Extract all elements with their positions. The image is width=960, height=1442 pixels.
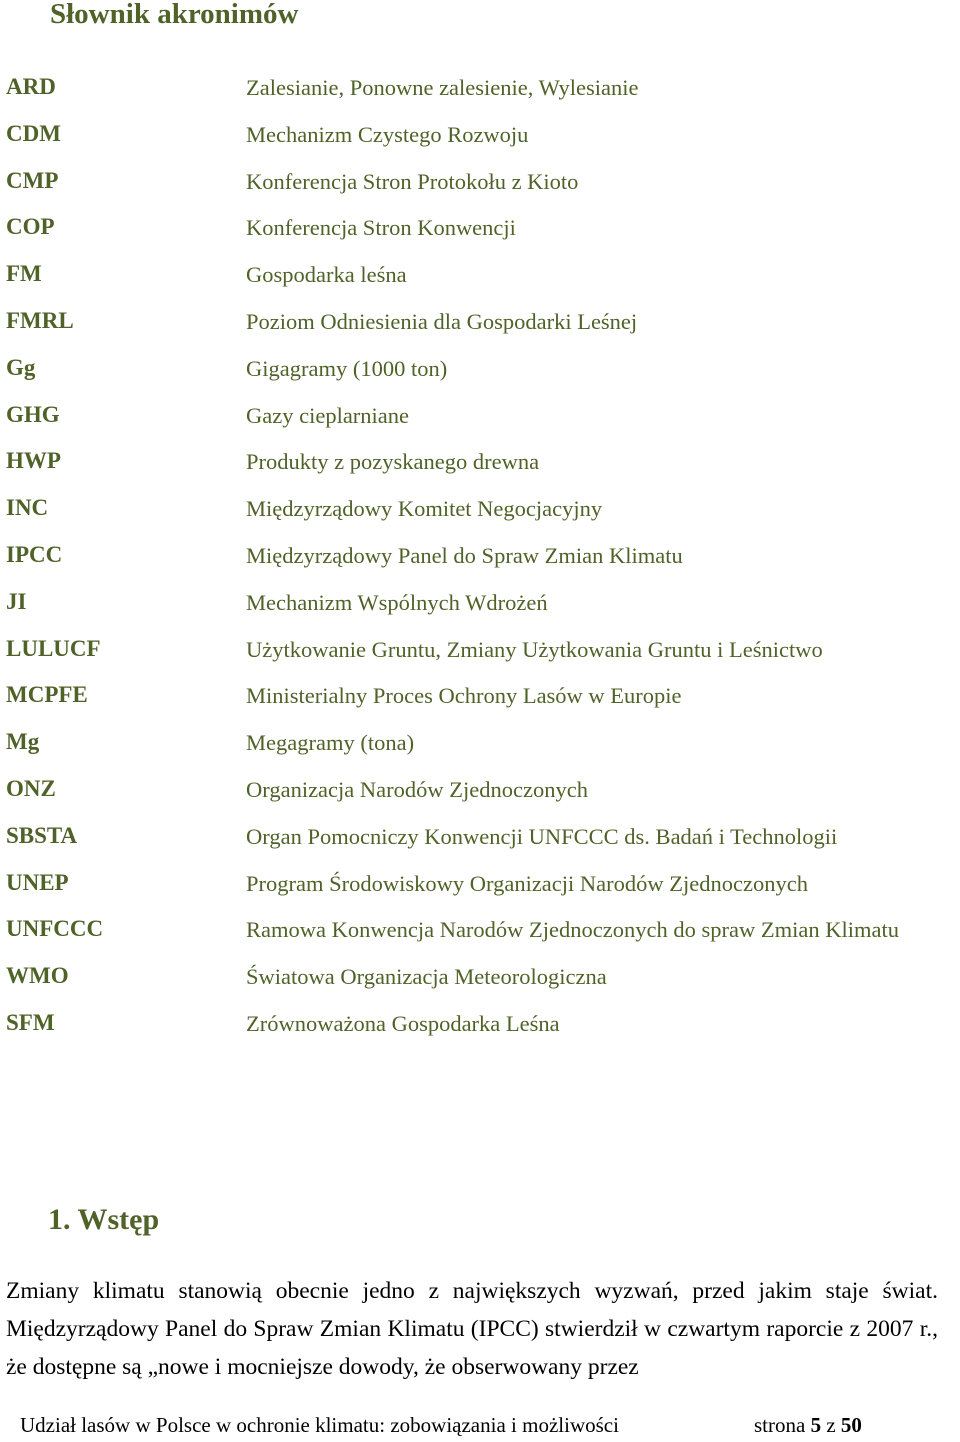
acronym-definition: Organ Pomocniczy Konwencji UNFCCC ds. Badań i Technologii bbox=[246, 823, 838, 849]
acronym-row bbox=[0, 1006, 960, 1053]
acronym-abbr: COP bbox=[6, 214, 55, 240]
acronym-abbr: CMP bbox=[6, 167, 59, 193]
acronym-definition: Zalesianie, Ponowne zalesienie, Wylesianie bbox=[246, 75, 639, 100]
acronym-row bbox=[0, 444, 960, 491]
acronym-abbr: ONZ bbox=[6, 775, 56, 801]
acronym-definition: Mechanizm Wspólnych Wdrożeń bbox=[246, 589, 548, 615]
acronym-definition: Konferencja Stron Konwencji bbox=[246, 215, 516, 241]
page-number bbox=[754, 1413, 862, 1438]
acronym-row bbox=[0, 351, 960, 398]
acronym-row bbox=[0, 632, 960, 679]
acronym-definition: Gospodarka leśna bbox=[246, 262, 407, 288]
acronym-row bbox=[0, 912, 960, 959]
acronym-abbr: Gg bbox=[6, 354, 36, 380]
page-total: 50 bbox=[840, 1413, 862, 1437]
intro-paragraph: Zmiany klimatu stanowią obecnie jedno z największych wyzwań, przed jakim staje świat. Międzyrządowy Panel do Spraw Zmian Klimatu (IPCC) stwierdził w czwartym raporcie z 2007 r., że dostępne są „nowe i mocniejsze dowody, że obserwowany przez bbox=[6, 1278, 938, 1380]
acronym-row bbox=[0, 538, 960, 585]
acronym-definition: Organizacja Narodów Zjednoczonych bbox=[246, 776, 588, 802]
acronym-definition: Użytkowanie Gruntu, Zmiany Użytkowania Gruntu i Leśnictwo bbox=[246, 636, 823, 662]
acronym-row bbox=[0, 491, 960, 538]
acronym-definition: Zrównoważona Gospodarka Leśna bbox=[246, 1010, 560, 1036]
acronym-definition: Gazy cieplarniane bbox=[246, 402, 410, 428]
acronym-definition: Światowa Organizacja Meteorologiczna bbox=[246, 964, 607, 990]
acronym-abbr: UNEP bbox=[6, 869, 69, 895]
acronym-row bbox=[0, 959, 960, 1006]
acronym-definition: Międzyrządowy Panel do Spraw Zmian Klimatu bbox=[246, 542, 683, 568]
acronym-abbr: GHG bbox=[6, 401, 60, 427]
acronym-row bbox=[0, 117, 960, 164]
acronym-row bbox=[0, 819, 960, 866]
acronym-definition: Program Środowiskowy Organizacji Narodów Zjednoczonych bbox=[246, 870, 808, 896]
acronym-abbr: CDM bbox=[6, 120, 61, 146]
acronym-row bbox=[0, 585, 960, 632]
acronym-row bbox=[0, 257, 960, 304]
page-footer bbox=[20, 1413, 940, 1438]
acronym-abbr: Mg bbox=[6, 729, 40, 755]
acronym-abbr: SBSTA bbox=[6, 822, 78, 848]
acronym-definition: Międzyrządowy Komitet Negocjacyjny bbox=[246, 496, 603, 522]
acronym-abbr: ARD bbox=[6, 74, 56, 99]
page-title: Słownik akronimów bbox=[50, 0, 299, 30]
page-prefix: strona bbox=[754, 1413, 806, 1437]
acronym-definition: Konferencja Stron Protokołu z Kioto bbox=[246, 168, 579, 194]
acronym-abbr: MCPFE bbox=[6, 682, 88, 708]
section-heading: 1. Wstęp bbox=[48, 1203, 160, 1236]
acronym-abbr: INC bbox=[6, 495, 49, 521]
page-separator: z bbox=[826, 1413, 836, 1437]
acronym-abbr: UNFCCC bbox=[6, 916, 104, 942]
acronym-row bbox=[0, 210, 960, 257]
acronym-abbr: IPCC bbox=[6, 541, 63, 567]
acronym-definition: Mechanizm Czystego Rozwoju bbox=[246, 121, 529, 147]
acronym-row bbox=[0, 70, 960, 117]
acronym-abbr: WMO bbox=[6, 963, 69, 989]
acronym-abbr: HWP bbox=[6, 448, 61, 474]
acronym-row bbox=[0, 866, 960, 913]
acronym-abbr: LULUCF bbox=[6, 635, 101, 661]
acronym-row bbox=[0, 164, 960, 211]
acronym-abbr: SFM bbox=[6, 1009, 55, 1035]
acronym-abbr: FMRL bbox=[6, 307, 74, 333]
acronym-definition: Megagramy (tona) bbox=[246, 730, 415, 756]
acronym-row bbox=[0, 398, 960, 445]
acronym-definition: Ministerialny Proces Ochrony Lasów w Europie bbox=[246, 683, 682, 709]
acronym-row bbox=[0, 678, 960, 725]
acronym-row bbox=[0, 304, 960, 351]
acronym-row bbox=[0, 725, 960, 772]
acronym-row bbox=[0, 772, 960, 819]
acronym-abbr: JI bbox=[6, 588, 27, 614]
page-current: 5 bbox=[810, 1413, 822, 1437]
acronym-definition: Gigagramy (1000 ton) bbox=[246, 355, 448, 381]
acronym-definition: Ramowa Konwencja Narodów Zjednoczonych do spraw Zmian Klimatu bbox=[246, 917, 899, 943]
acronym-list bbox=[0, 70, 960, 1053]
acronym-definition: Poziom Odniesienia dla Gospodarki Leśnej bbox=[246, 308, 638, 334]
acronym-abbr: FM bbox=[6, 261, 42, 287]
acronym-definition: Produkty z pozyskanego drewna bbox=[246, 449, 540, 475]
footer-document-title: Udział lasów w Polsce w ochronie klimatu: zobowiązania i możliwości bbox=[20, 1413, 619, 1437]
